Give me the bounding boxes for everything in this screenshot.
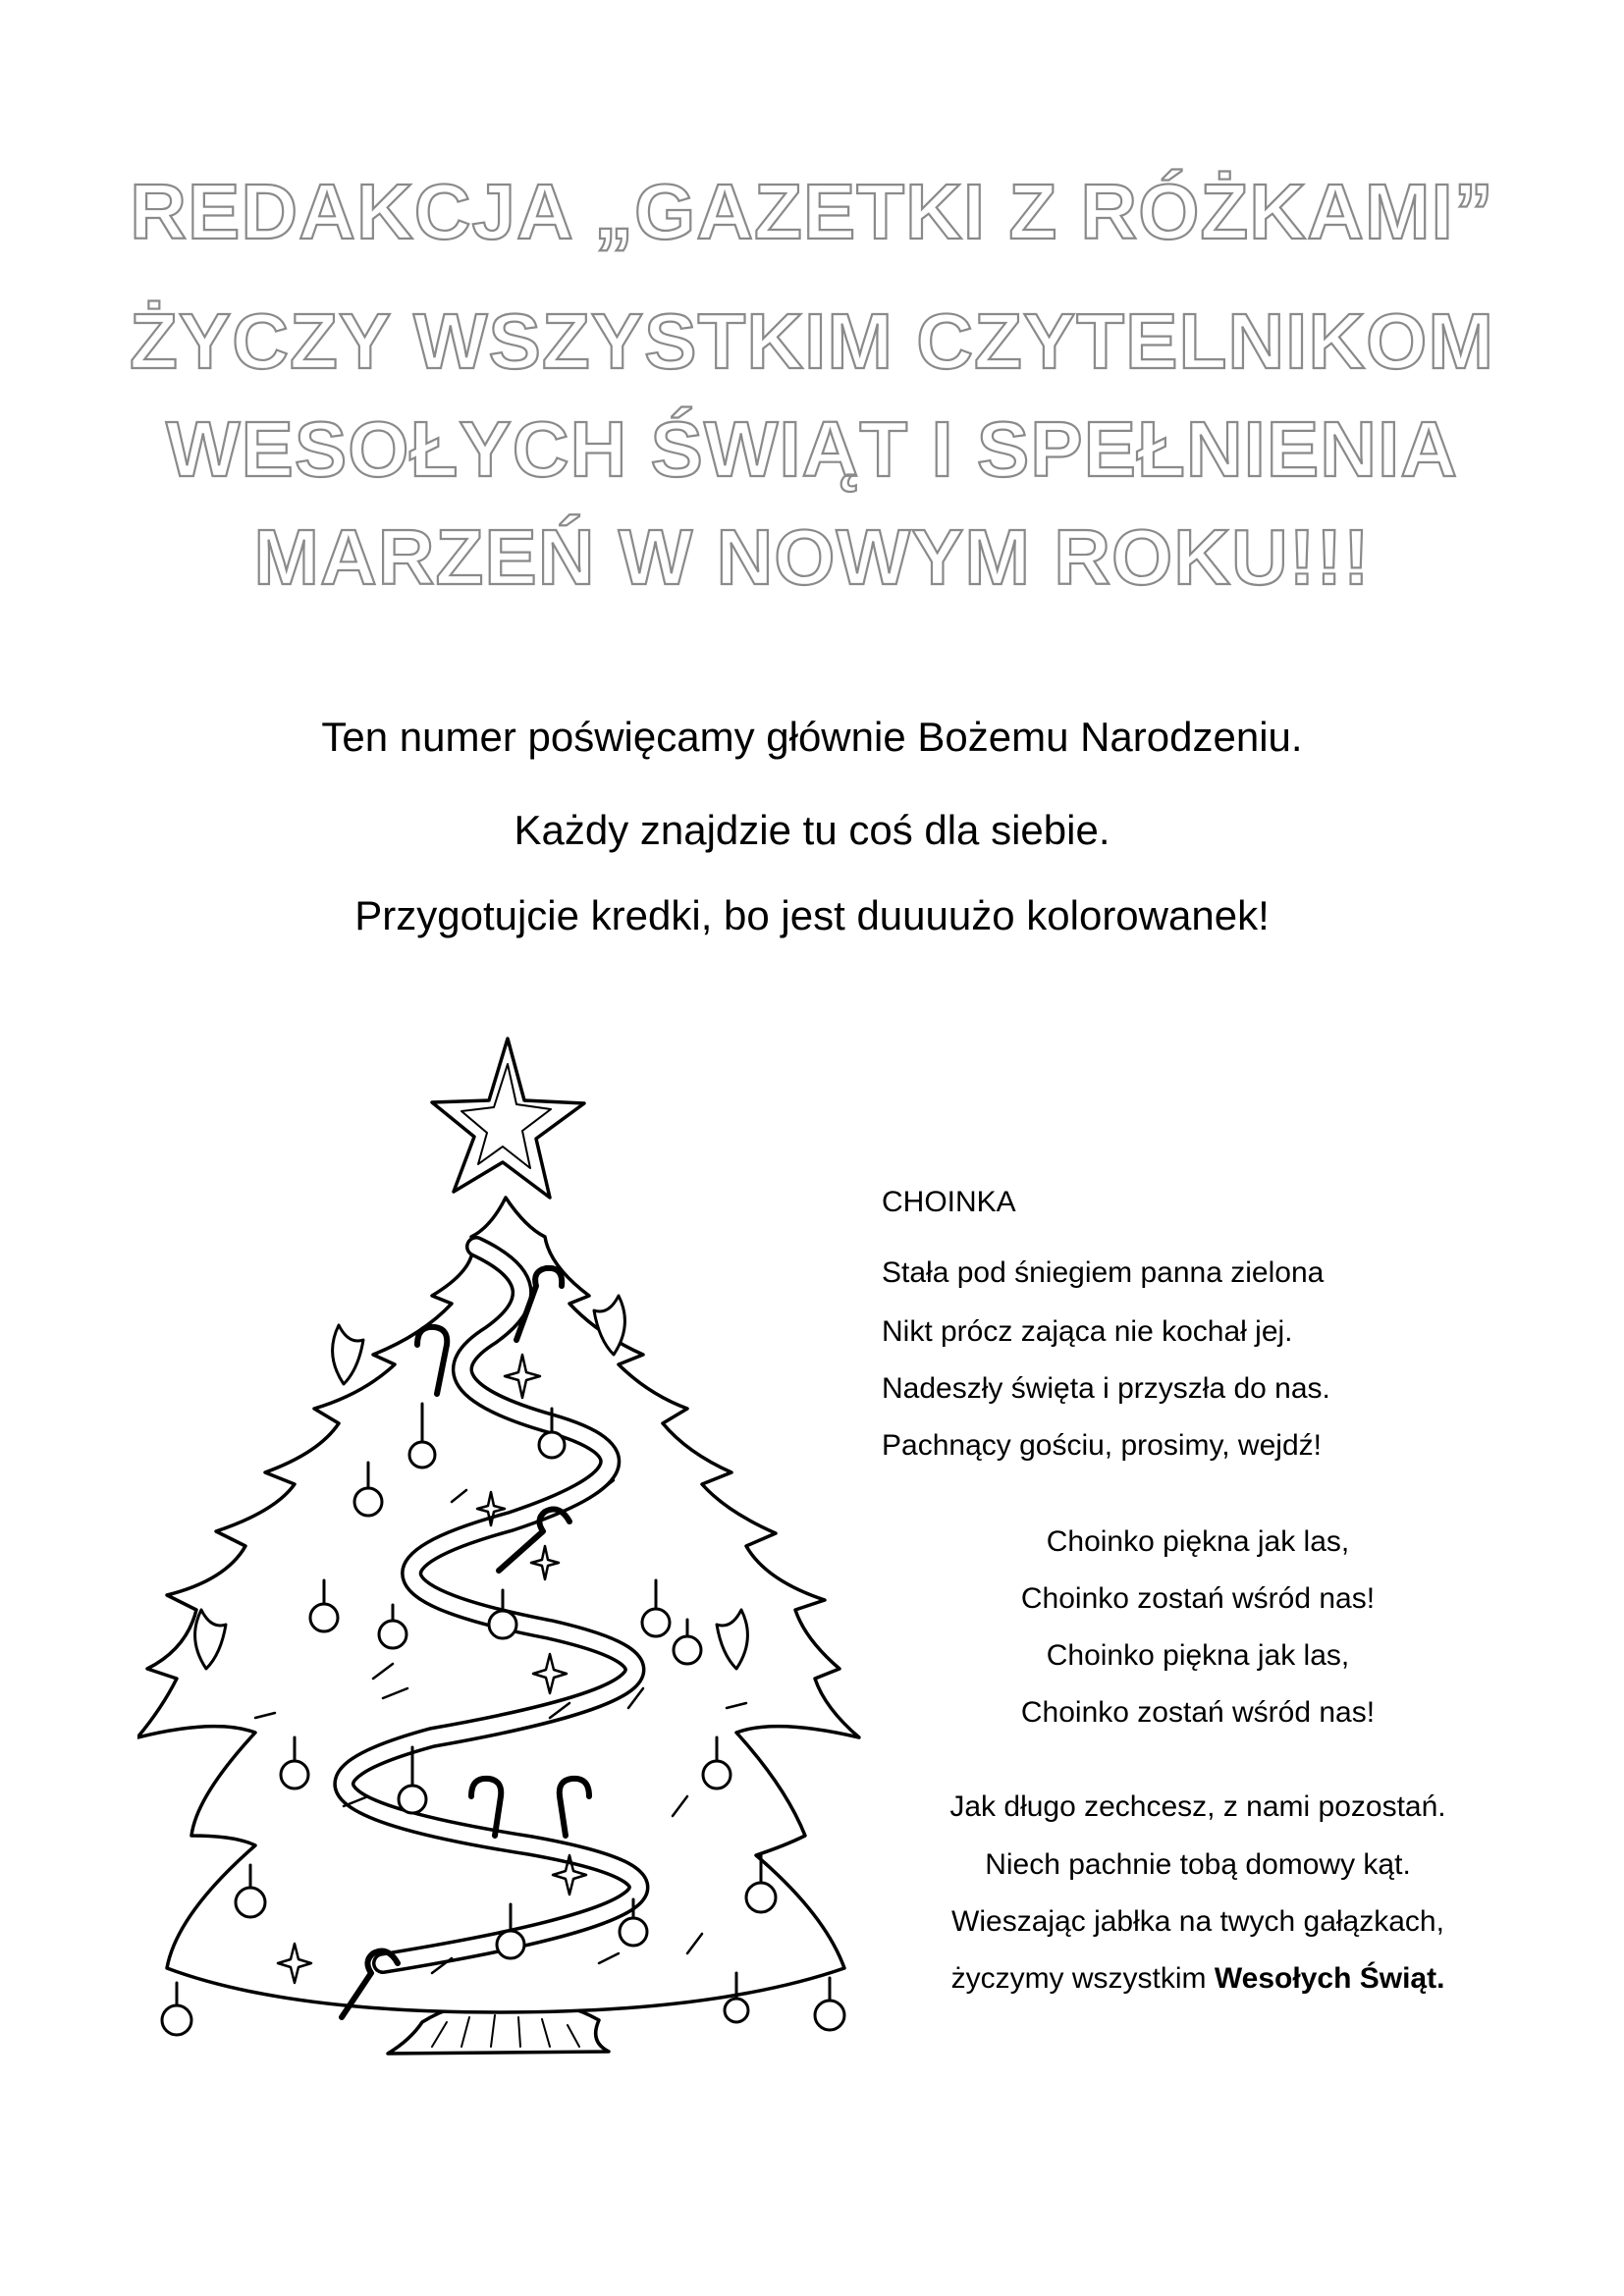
- poem-chorus-line1: Choinko piękna jak las,: [1046, 1525, 1350, 1558]
- poem-title: CHOINKA: [882, 1186, 1016, 1218]
- poem-stanza2-line2: Niech pachnie tobą domowy kąt.: [985, 1848, 1411, 1881]
- poem-stanza1-line4: Pachnący gościu, prosimy, wejdź!: [882, 1429, 1322, 1462]
- poem-chorus-line4: Choinko zostań wśród nas!: [1020, 1696, 1376, 1729]
- poem-stanza2-line3: Wieszając jabłka na twych gałązkach,: [951, 1905, 1444, 1938]
- poem-chorus-line2: Choinko zostań wśród nas!: [1020, 1582, 1376, 1615]
- christmas-tree-icon: [137, 1031, 864, 2071]
- poem-last-line-bold: Wesołych Świąt.: [1214, 1962, 1445, 1995]
- intro-line-1: Ten numer poświęcamy głównie Bożemu Narodzeniu.: [321, 714, 1303, 760]
- poem-stanza1-line1: Stała pod śniegiem panna zielona: [882, 1256, 1325, 1289]
- poem-last-line-prefix: życzymy wszystkim: [950, 1962, 1215, 1995]
- headline-line-3: WESOŁYCH ŚWIĄT I SPEŁNIENIA: [166, 405, 1458, 493]
- poem-stanza1-line3: Nadeszły święta i przyszła do nas.: [882, 1372, 1330, 1405]
- tree-star: [432, 1039, 584, 1198]
- headline-line-4: MARZEŃ W NOWYM ROKU!!!: [253, 513, 1371, 601]
- intro-line-2: Każdy znajdzie tu coś dla siebie.: [514, 807, 1110, 853]
- headline-line-1: REDAKCJA „GAZETKI Z RÓŻKAMI”: [130, 168, 1494, 255]
- intro-line-3: Przygotujcie kredki, bo jest duuuużo kolorowanek!: [354, 892, 1270, 938]
- headline-line-2: ŻYCZY WSZYSTKIM CZYTELNIKOM: [130, 297, 1494, 385]
- poem-stanza2-line4: [893, 1964, 1502, 1994]
- poem-stanza2-line1: Jak długo zechcesz, z nami pozostań.: [949, 1790, 1446, 1823]
- poem-chorus-line3: Choinko piękna jak las,: [1046, 1639, 1350, 1672]
- poem-stanza1-line2: Nikt prócz zająca nie kochał jej.: [882, 1315, 1293, 1348]
